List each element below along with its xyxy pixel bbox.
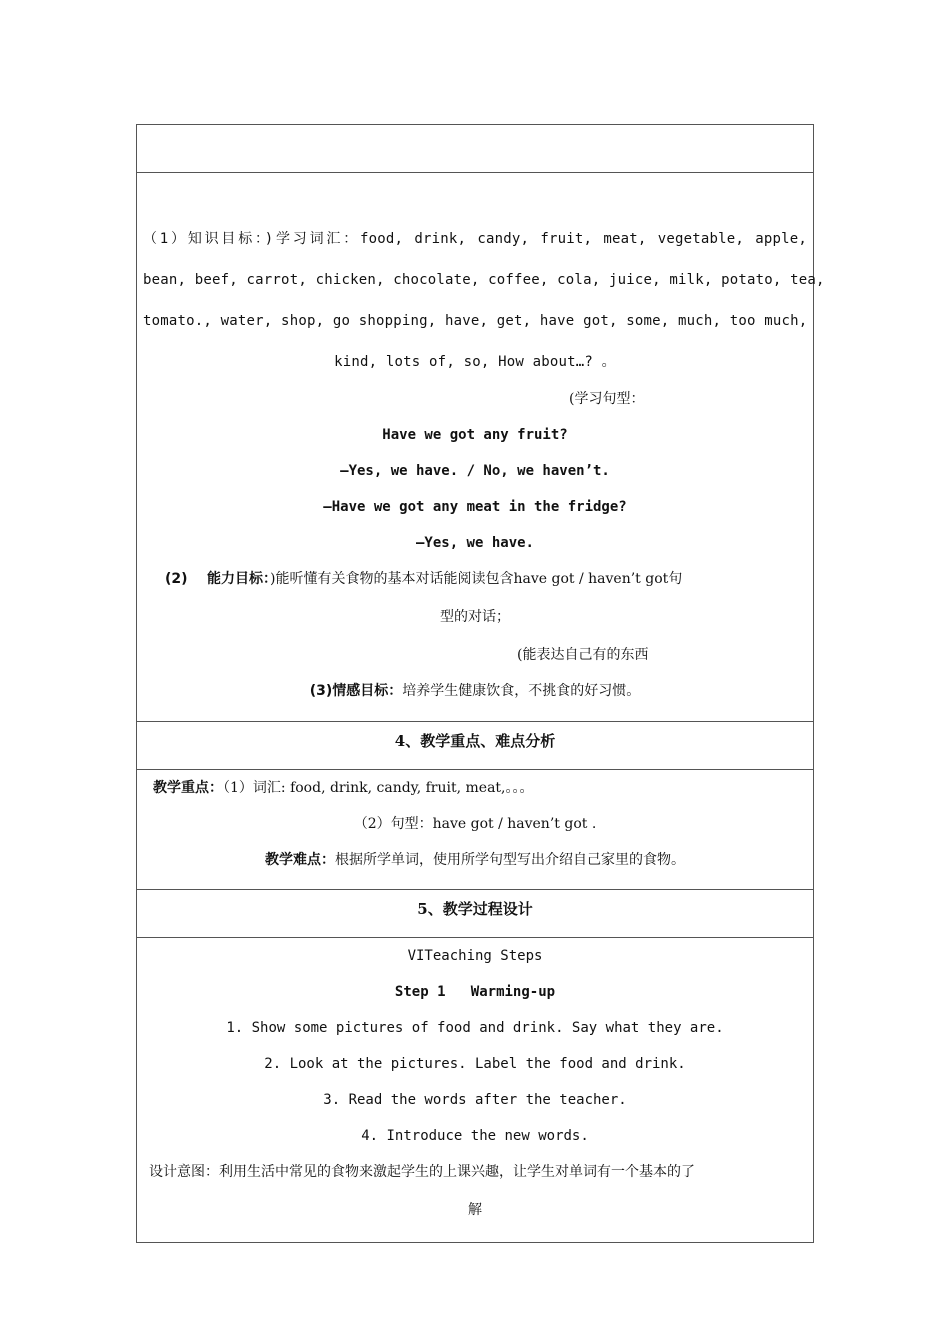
key-label: 教学重点： (153, 780, 223, 796)
vocab-line-2: bean, beef, carrot, chicken, chocolate, coffee, cola, juice, milk, potato, tea, (143, 272, 825, 288)
vocab-line-4: kind, lots of, so, How about…? 。 (334, 354, 616, 370)
design-intent-line-2: 解 (468, 1202, 482, 1218)
difficulty-line (137, 842, 813, 878)
empty-header-row (136, 124, 814, 173)
design-intent-line-1: 设计意图：利用生活中常见的食物来激起学生的上课兴趣，让学生对单词有一个基本的了 (149, 1164, 695, 1180)
step-1: 1. Show some pictures of food and drink. Say what they are. (226, 1020, 724, 1036)
step-4: 4. Introduce the new words. (361, 1128, 589, 1144)
section5-body (136, 938, 814, 1243)
emotion-label: (3)情感目标： (309, 683, 403, 699)
ability-line (137, 561, 813, 597)
step-title: Step 1 Warming-up (394, 984, 556, 1000)
section4-heading: 4、教学重点、难点分析 (136, 722, 814, 770)
emotion-line (137, 673, 813, 709)
objectives-cell (136, 173, 825, 722)
section5-heading: 5、教学过程设计 (136, 890, 814, 938)
ability-label: (2) 能力目标： (165, 571, 271, 587)
emotion-text: 培养学生健康饮食，不挑食的好习惯。 (402, 683, 641, 699)
ability-extra: (能表达自己有的东西 (517, 647, 649, 663)
sentence-2: —Yes, we have. / No, we haven’t. (340, 463, 610, 479)
section4-body (136, 770, 814, 890)
sentence-4: —Yes, we have. (415, 535, 534, 551)
vocab-line-1: （1）知识目标：)学习词汇：food, drink, candy, fruit, meat, vegetable, apple, (143, 231, 807, 247)
vocab-block (137, 219, 825, 383)
steps-title: VITeaching Steps (407, 948, 543, 964)
difficulty-text: 根据所学单词，使用所学句型写出介绍自己家里的食物。 (335, 852, 685, 868)
key-text-2: （2）句型：have got / haven’t got . (353, 816, 597, 832)
ability-text: )能听懂有关食物的基本对话能阅读包含have got / haven’t got句 (270, 571, 683, 587)
sentence-1: Have we got any fruit? (382, 427, 568, 443)
sentence-3: —Have we got any meat in the fridge? (323, 499, 627, 515)
lesson-plan-table (136, 124, 825, 1243)
key-text-1: （1）词汇: food, drink, candy, fruit, meat,。。。 (223, 780, 534, 796)
sentence-heading: (学习句型： (569, 391, 645, 407)
difficulty-label: 教学难点： (265, 852, 335, 868)
step-2: 2. Look at the pictures. Label the food and drink. (264, 1056, 686, 1072)
key-points (137, 770, 813, 806)
vocab-line-3: tomato., water, shop, go shopping, have, get, have got, some, much, too much, (143, 313, 808, 329)
step-3: 3. Read the words after the teacher. (323, 1092, 627, 1108)
ability-cont: 型的对话； (440, 609, 510, 625)
